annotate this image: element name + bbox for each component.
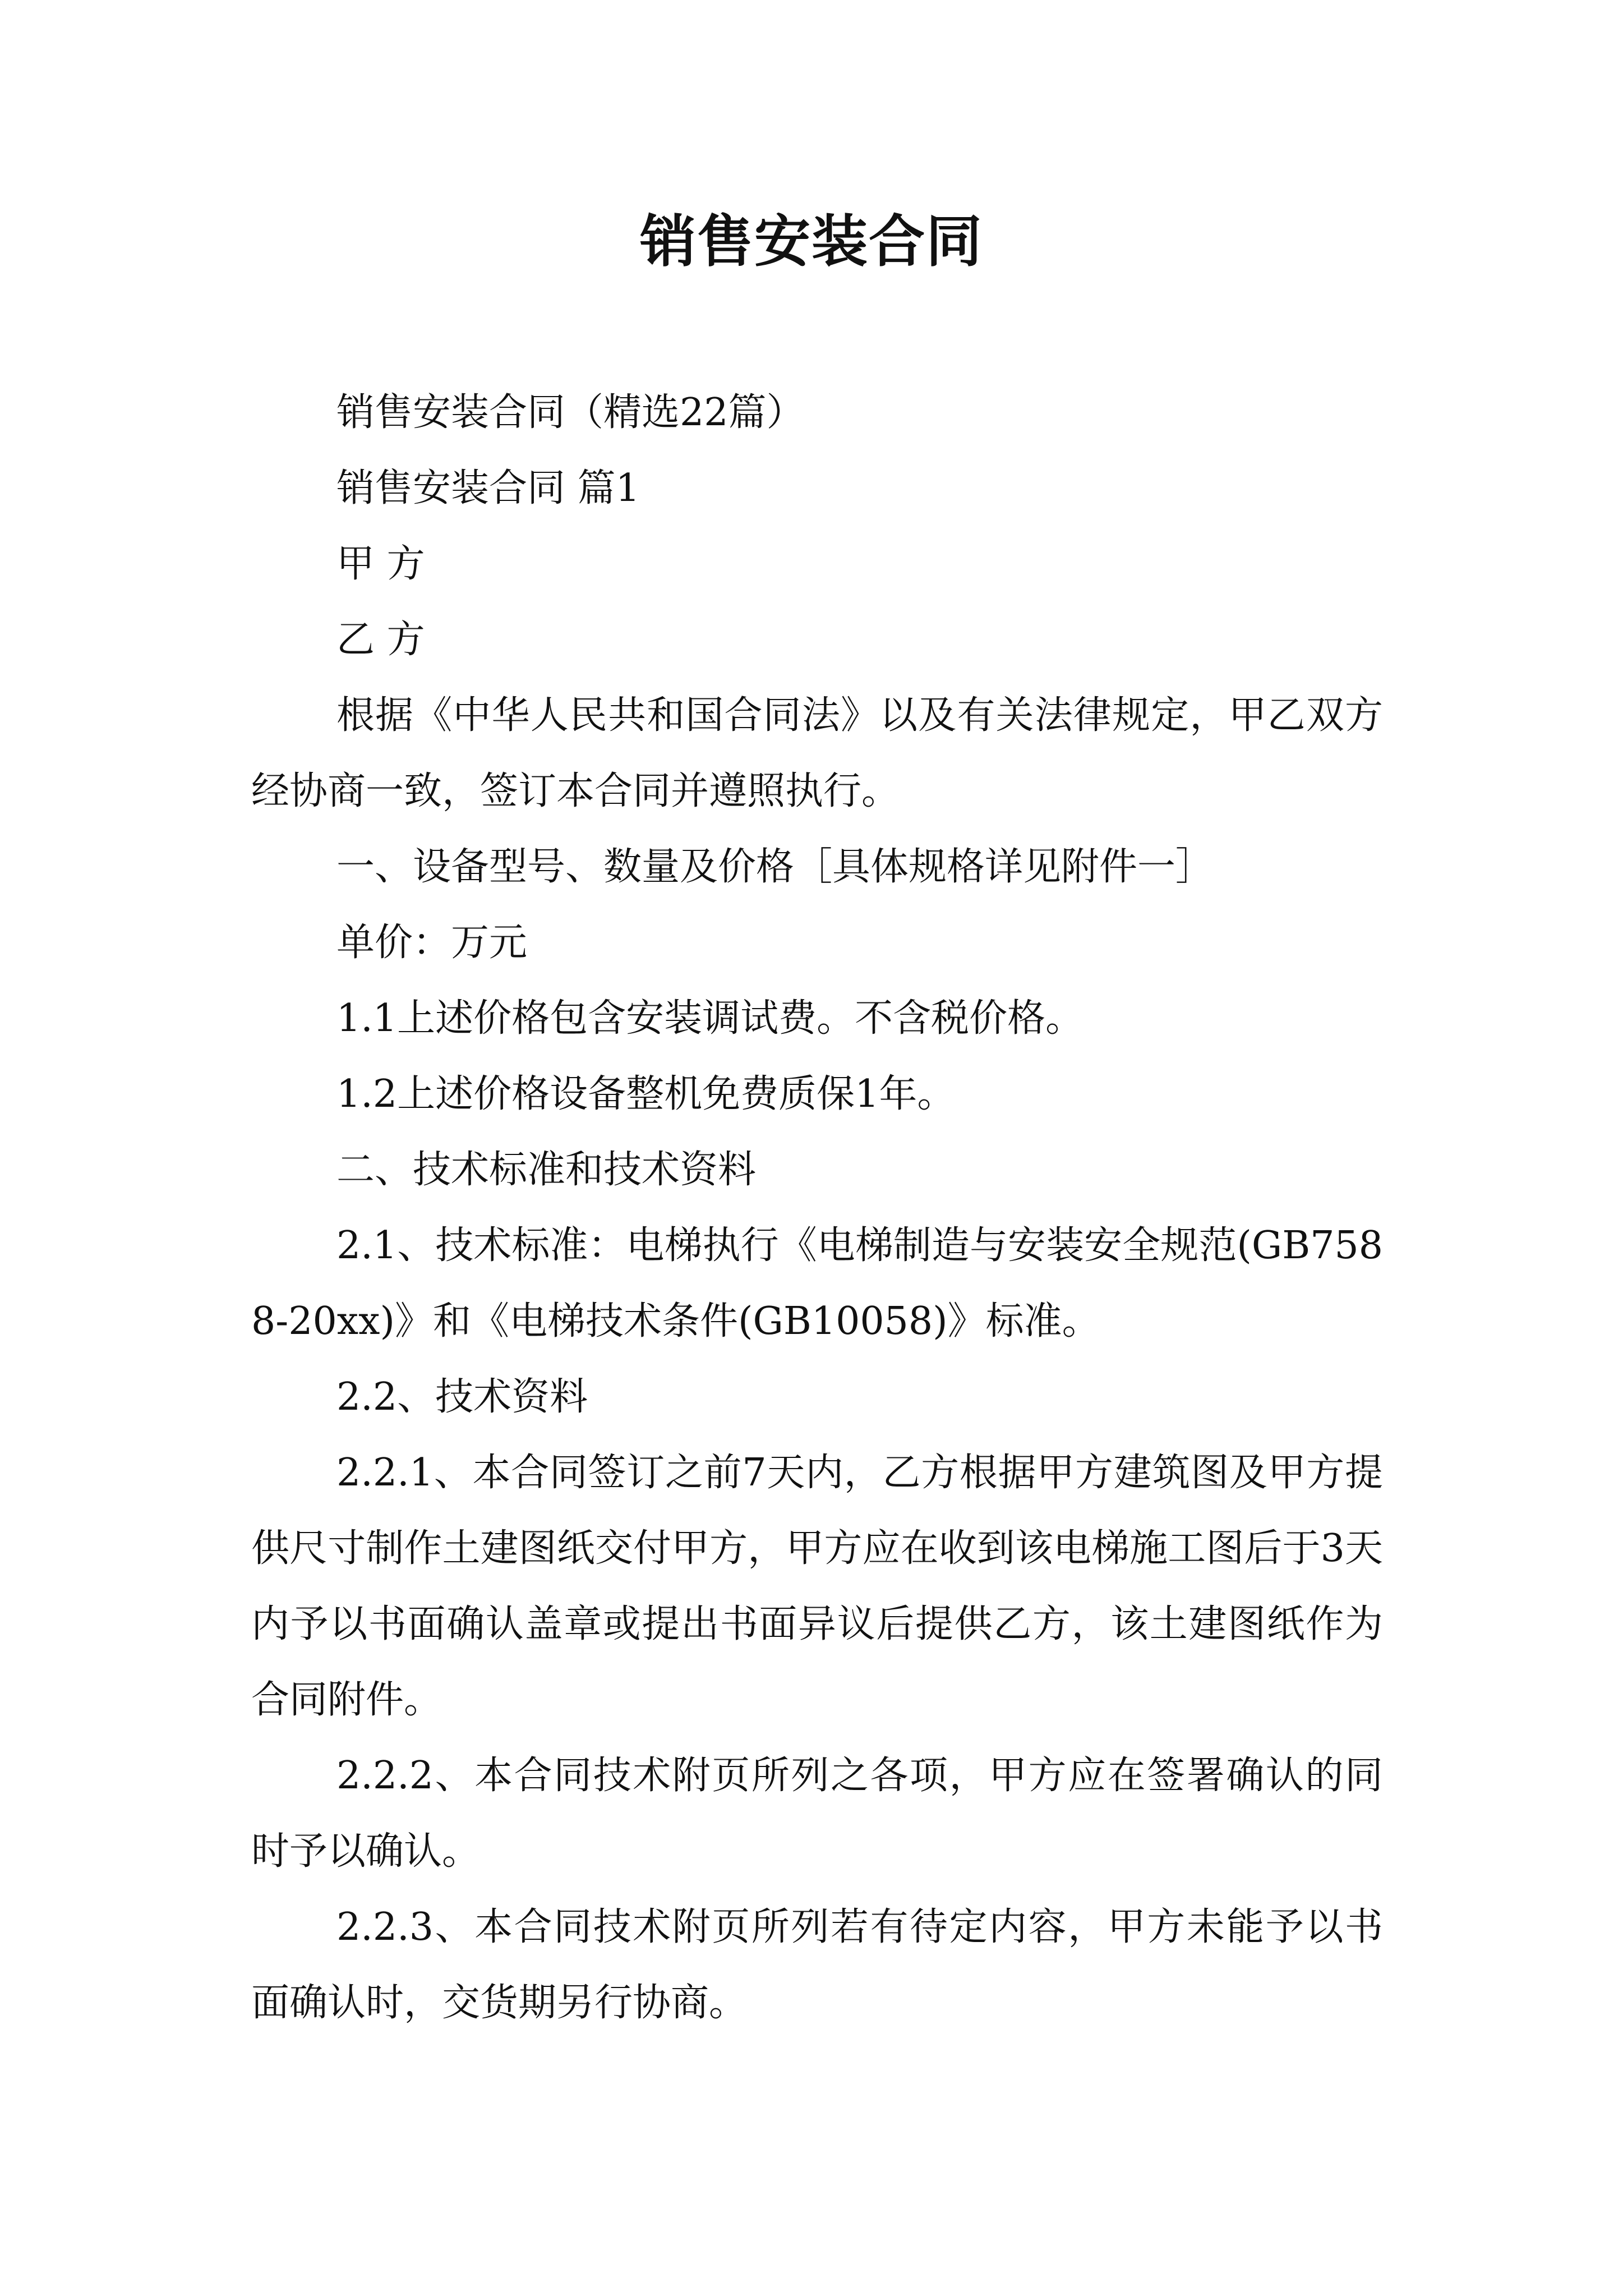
paragraph-clause-2-2: 2.2、技术资料 — [336, 1375, 588, 1419]
paragraph-clause-1-2: 1.2上述价格设备整机免费质保1年。 — [336, 1072, 956, 1116]
paragraph-subtitle: 销售安装合同（精选22篇） — [336, 390, 805, 435]
paragraph-clause-2-2-3: 2.2.3、本合同技术附页所列若有待定内容，甲方未能予以书面确认时，交货期另行协商。 — [251, 1905, 1383, 2025]
paragraph-clause-2-2-2: 2.2.2、本合同技术附页所列之各项，甲方应在签署确认的同时予以确认。 — [251, 1754, 1383, 1874]
paragraph-clause-1: 一、设备型号、数量及价格［具体规格详见附件一］ — [336, 845, 1214, 889]
paragraph-clause-2-2-1: 2.2.1、本合同签订之前7天内，乙方根据甲方建筑图及甲方提供尺寸制作土建图纸交付甲方，甲方应在收到该电梯施工图后于3天内予以书面确认盖章或提出书面异议后提供乙方，该土建图纸作为合同附件。 — [251, 1451, 1383, 1722]
document-title: 销售安装合同 — [640, 208, 983, 274]
paragraph-clause-1-1: 1.1上述价格包含安装调试费。不含税价格。 — [336, 996, 1084, 1041]
paragraph-clause-2-1: 2.1、技术标准：电梯执行《电梯制造与安装安全规范(GB7588-20xx)》和《电梯技术条件(GB10058)》标准。 — [251, 1223, 1383, 1343]
paragraph-party-a: 甲 方 — [336, 542, 425, 586]
paragraph-section-heading: 销售安装合同 篇1 — [336, 466, 640, 510]
paragraph-preamble: 根据《中华人民共和国合同法》以及有关法律规定，甲乙双方经协商一致，签订本合同并遵照执行。 — [251, 693, 1383, 813]
document-body — [251, 375, 1383, 2041]
paragraph-clause-2: 二、技术标准和技术资料 — [336, 1148, 757, 1192]
paragraph-unit-price: 单价：万元 — [336, 921, 528, 965]
paragraph-party-b: 乙 方 — [336, 618, 425, 662]
